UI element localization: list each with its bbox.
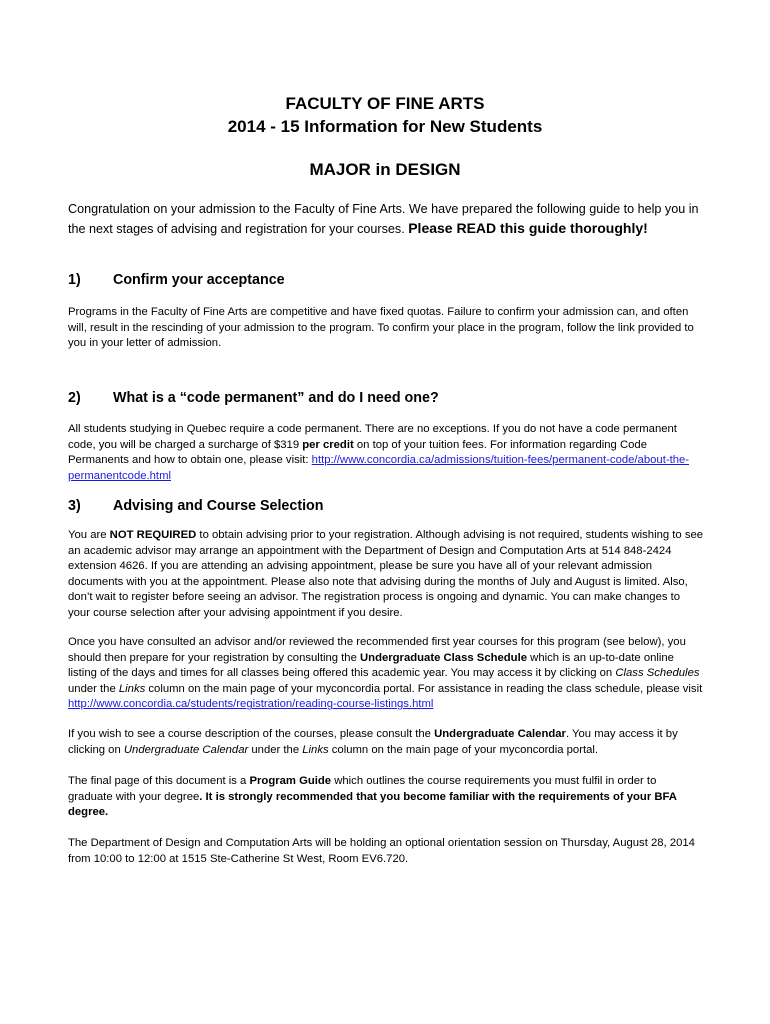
schedule-text-c: under the — [68, 682, 119, 695]
class-schedule-paragraph — [68, 635, 704, 713]
section-3-title: Advising and Course Selection — [113, 498, 324, 514]
section-2-text-b: on top of your tuition fees. For information regarding Code Permanents and how to obtain one, please visit: — [68, 438, 647, 467]
faculty-title: FACULTY OF FINE ARTS — [285, 94, 485, 113]
calendar-text-c: under the — [248, 743, 303, 756]
section-2-bold: per credit — [302, 438, 354, 451]
orientation-paragraph: The Department of Design and Computation Arts will be holding an optional orientation session on Thursday, August 28, 2014 from 10:00 to 12:00 at 1515 Ste-Catherine St West, Room EV6.720. — [68, 837, 695, 865]
section-3-number: 3) — [68, 498, 81, 514]
calendar-text-b: . You may access it by clicking on — [68, 728, 678, 756]
undergraduate-calendar-bold: Undergraduate Calendar — [434, 728, 566, 740]
class-schedule-bold: Undergraduate Class Schedule — [360, 651, 528, 664]
links-italic: Links — [118, 682, 146, 695]
intro-emphasis: Please READ this guide thoroughly! — [408, 219, 648, 236]
intro-text: Congratulation on your admission to the Faculty of Fine Arts. We have prepared the following guide to help you in the next stages of advising and registration for your courses. — [68, 202, 699, 236]
major-title: MAJOR in DESIGN — [309, 160, 461, 179]
calendar-text-d: column on the main page of your myconcordia portal. — [328, 743, 599, 756]
code-permanent-link[interactable]: http://www.concordia.ca/admissions/tuition-fees/permanent-code/about-the-permanentcode.html — [68, 454, 690, 482]
section-1-body: Programs in the Faculty of Fine Arts are competitive and have fixed quotas. Failure to confirm your admission can, and often will, result in the rescinding of your admission to the program. To confirm your place in the program, follow the link provided to you in your letter of admission. — [68, 306, 694, 350]
calendar-paragraph — [68, 727, 704, 758]
advising-text-a: You are — [68, 529, 110, 541]
section-2-title: What is a “code permanent” and do I need one? — [113, 390, 439, 406]
section-2-heading — [68, 389, 439, 407]
reading-course-listings-link[interactable]: http://www.concordia.ca/students/registration/reading-course-listings.html — [68, 698, 434, 711]
guide-text-a: The final page of this document is a — [68, 775, 250, 787]
undergraduate-calendar-italic: Undergraduate Calendar — [123, 743, 249, 756]
section-2-text-a: All students studying in Quebec require a code permanent. There are no exceptions. If you do not have a code permanent code, you will be charged a surcharge of $319 — [68, 423, 677, 451]
advising-paragraph — [68, 528, 704, 622]
recommendation-bold: . It is strongly recommended that you become familiar with the requirements of your BFA degree. — [68, 790, 677, 819]
calendar-text-a: If you wish to see a course description of the courses, please consult the — [68, 728, 435, 740]
section-1-title: Confirm your acceptance — [113, 272, 285, 288]
section-3-heading — [68, 497, 324, 515]
program-guide-paragraph — [68, 774, 704, 821]
intro-paragraph — [68, 200, 708, 238]
section-2-number: 2) — [68, 390, 81, 406]
not-required-bold: NOT REQUIRED — [109, 529, 197, 541]
guide-text-b: which outlines the course requirements you must fulfil in order to graduate with your degree — [68, 775, 657, 803]
class-schedules-italic: Class Schedules — [615, 667, 700, 680]
section-1-heading — [68, 271, 285, 289]
schedule-text-b: which is an up-to-date online listing of the days and times for all classes being offered this academic year. You may access it by clicking on — [68, 651, 674, 680]
schedule-text-a: Once you have consulted an advisor and/or reviewed the recommended first year courses for this program (see below), you should then prepare for your registration by consulting the — [68, 636, 686, 664]
advising-text-b: to obtain advising prior to your registration. Although advising is not required, students wishing to see an academic advisor may arrange an appointment with the Department of Design and Computation Arts at 514 848-2424 extension 4626. If you are attending an advising appointment, please be sure you have all of your relevant admission documents with you at the appointment. Please also note that advising during the months of July and August is limited. Also, don’t wait to register before seeing an advisor. The registration process is ongoing and dynamic. You can make changes to your course selection after your advising appointment if you desire. — [68, 529, 704, 619]
calendar-links-italic: Links — [302, 743, 329, 756]
schedule-text-d: column on the main page of your myconcordia portal. For assistance in reading the class schedule, please visit — [145, 682, 703, 695]
document-subtitle: 2014 - 15 Information for New Students — [227, 117, 543, 136]
section-1-number: 1) — [68, 272, 81, 288]
program-guide-bold: Program Guide — [249, 775, 332, 787]
section-2-body — [68, 422, 704, 484]
